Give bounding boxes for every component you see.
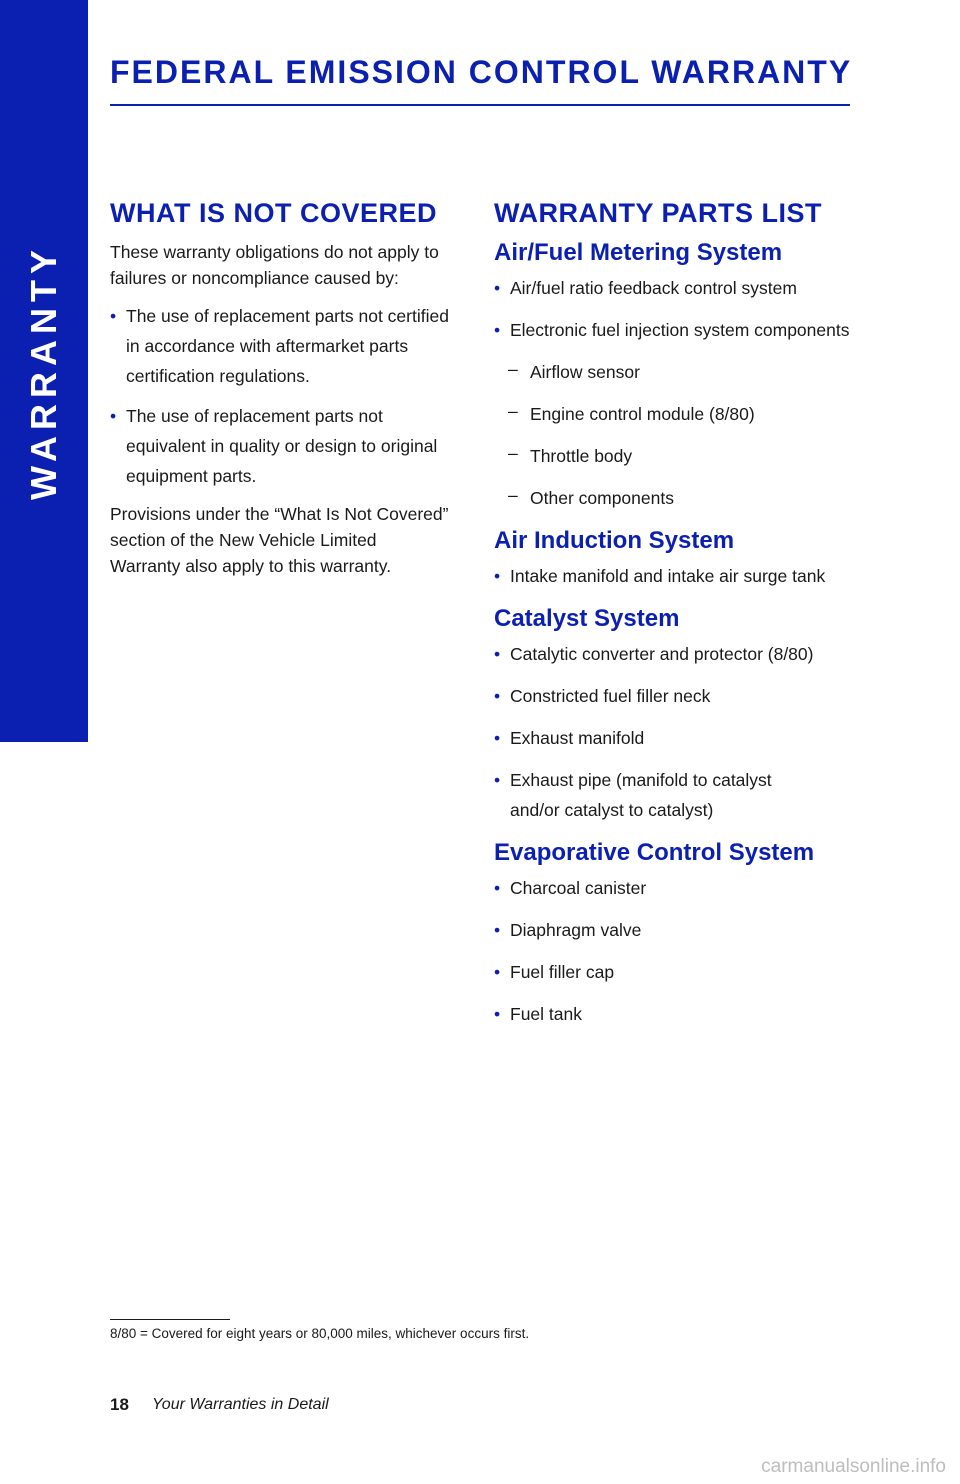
not-covered-heading: WHAT IS NOT COVERED xyxy=(110,198,438,228)
provisions-text: Provisions under the “What Is Not Covered” section of the New Vehicle Limited Warranty also apply to this warranty. xyxy=(110,504,449,576)
page-number: 18 xyxy=(110,1395,129,1414)
sub-list-item: – Engine control module (8/80) xyxy=(494,399,874,429)
side-tab-label: WARRANTY xyxy=(23,244,64,500)
list-item: • The use of replacement parts not certified in accordance with aftermarket parts certification regulations. xyxy=(110,301,450,391)
evaporative-heading: Evaporative Control System xyxy=(494,839,815,866)
list-item: • The use of replacement parts not equivalent in quality or design to original equipment parts. xyxy=(110,401,450,491)
page-title: FEDERAL EMISSION CONTROL WARRANTY xyxy=(110,54,853,90)
list-item: • Fuel tank xyxy=(494,999,874,1029)
not-covered-list xyxy=(110,301,450,491)
parts-list-heading: WARRANTY PARTS LIST xyxy=(494,198,823,228)
list-item: • Diaphragm valve xyxy=(494,915,874,945)
list-item: • Air/fuel ratio feedback control system xyxy=(494,273,874,303)
list-item: • Exhaust manifold xyxy=(494,723,874,753)
parts-list-section xyxy=(494,198,874,1041)
title-divider xyxy=(110,104,850,106)
list-item: • Electronic fuel injection system components xyxy=(494,315,874,345)
not-covered-section xyxy=(110,198,450,589)
watermark: carmanualsonline.info xyxy=(761,1456,946,1477)
air-induction-heading: Air Induction System xyxy=(494,527,735,554)
list-item: • Constricted fuel filler neck xyxy=(494,681,874,711)
catalyst-list xyxy=(494,639,874,825)
footer-label: Your Warranties in Detail xyxy=(152,1396,329,1413)
fuel-injection-sublist xyxy=(494,357,874,513)
air-fuel-heading: Air/Fuel Metering System xyxy=(494,239,783,266)
list-item: • Charcoal canister xyxy=(494,873,874,903)
footnote-divider xyxy=(110,1319,230,1320)
list-item: • Exhaust pipe (manifold to catalyst and/or catalyst to catalyst) xyxy=(494,765,790,825)
list-item: • Fuel filler cap xyxy=(494,957,874,987)
sub-list-item: – Throttle body xyxy=(494,441,874,471)
footnote: 8/80 = Covered for eight years or 80,000 miles, whichever occurs first. xyxy=(110,1326,530,1341)
air-fuel-list xyxy=(494,273,874,345)
not-covered-intro: These warranty obligations do not apply to failures or noncompliance caused by: xyxy=(110,242,439,288)
sub-list-item: – Airflow sensor xyxy=(494,357,874,387)
list-item: • Intake manifold and intake air surge tank xyxy=(494,561,874,591)
sub-list-item: – Other components xyxy=(494,483,874,513)
air-induction-list xyxy=(494,561,874,591)
evaporative-list xyxy=(494,873,874,1029)
side-tab xyxy=(0,0,88,742)
list-item: • Catalytic converter and protector (8/80) xyxy=(494,639,874,669)
catalyst-heading: Catalyst System xyxy=(494,605,680,632)
